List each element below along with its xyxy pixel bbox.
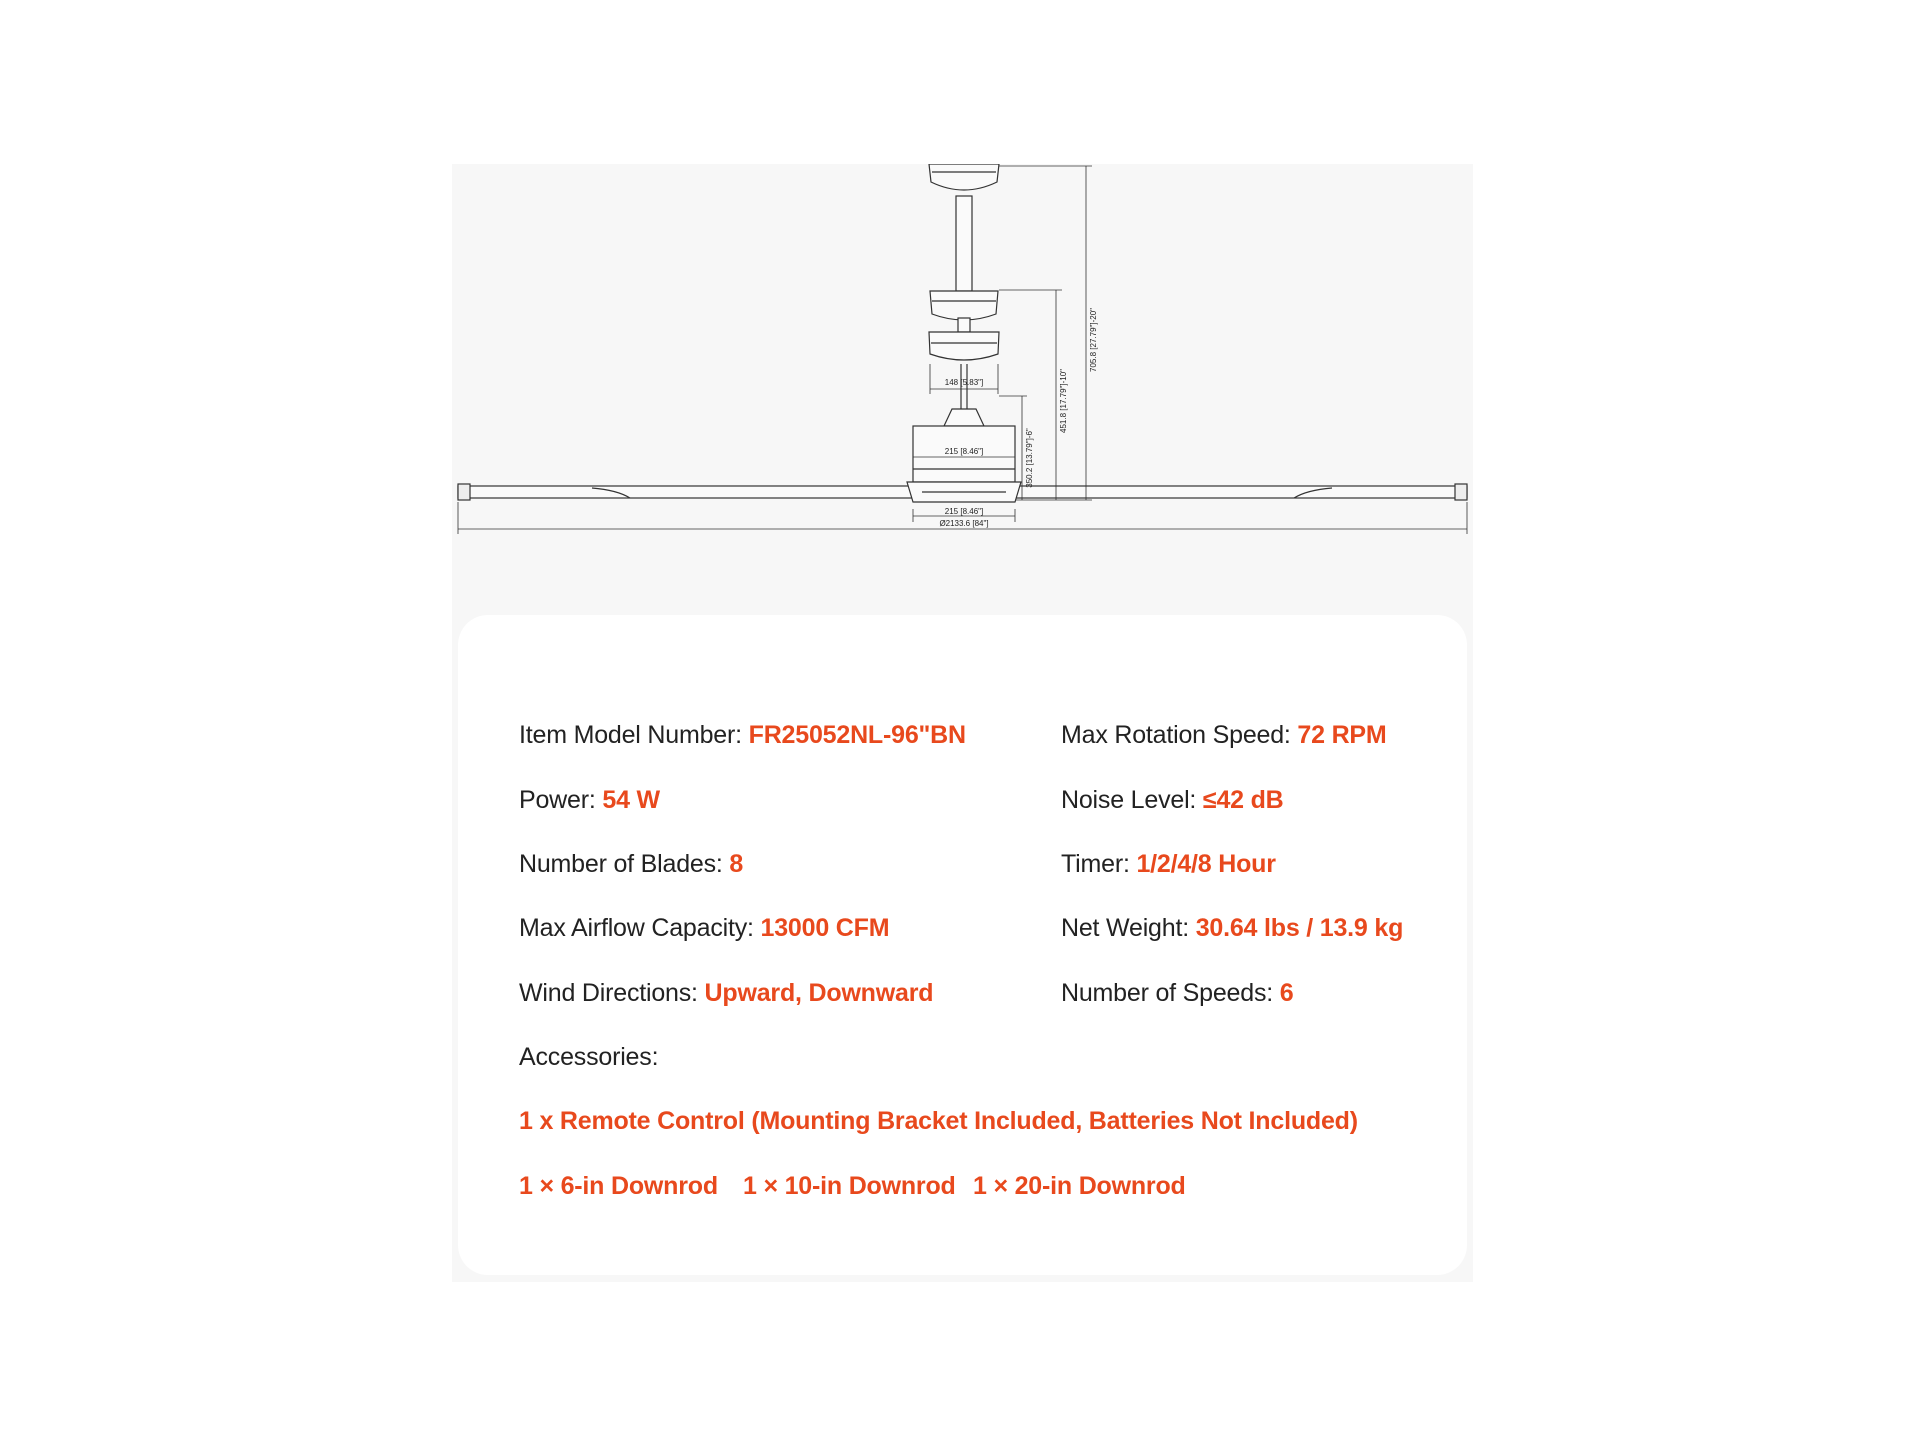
spec-timer-label: Timer: <box>1061 850 1137 878</box>
spec-wind <box>519 978 933 1008</box>
spec-timer <box>1061 849 1276 879</box>
accessory-downrod-10: 1 × 10-in Downrod <box>743 1172 956 1200</box>
dim-housing-width: 215 [8.46"] <box>944 447 984 456</box>
downrod-long <box>956 196 972 291</box>
spec-noise <box>1061 785 1284 815</box>
spec-model-label: Item Model Number: <box>519 721 749 749</box>
spec-airflow <box>519 913 889 943</box>
blade-right <box>1015 486 1467 498</box>
ceiling-canopy <box>929 164 999 190</box>
dim-motor-width: 148 [5.83"] <box>944 378 984 387</box>
spec-weight-value: 30.64 lbs / 13.9 kg <box>1195 914 1404 942</box>
spec-wind-value: Upward, Downward <box>704 979 934 1007</box>
spec-rotation-label: Max Rotation Speed: <box>1061 721 1298 749</box>
spec-power <box>519 785 660 815</box>
spec-power-value: 54 W <box>602 786 660 814</box>
spec-airflow-label: Max Airflow Capacity: <box>519 914 761 942</box>
spec-rotation-value: 72 RPM <box>1297 721 1387 749</box>
spec-speeds-value: 6 <box>1279 979 1294 1007</box>
product-panel <box>452 164 1473 1282</box>
spec-model <box>519 720 966 750</box>
spec-speeds-label: Number of Speeds: <box>1061 979 1280 1007</box>
dim-height-long: 705.8 [27.79"]-20" <box>1089 308 1098 372</box>
mid-canopy <box>930 291 998 320</box>
spec-rotation <box>1061 720 1387 750</box>
spec-blades <box>519 849 743 879</box>
spec-speeds <box>1061 978 1293 1008</box>
spec-model-value: FR25052NL-96"BN <box>748 721 966 749</box>
spec-noise-label: Noise Level: <box>1061 786 1203 814</box>
lower-canopy <box>929 332 999 360</box>
spec-wind-label: Wind Directions: <box>519 979 705 1007</box>
spec-power-label: Power: <box>519 786 603 814</box>
dim-height-short: 350.2 [13.79"]-6" <box>1025 428 1034 488</box>
spec-airflow-value: 13000 CFM <box>760 914 890 942</box>
accessory-downrod-6: 1 × 6-in Downrod <box>519 1172 718 1200</box>
spec-blades-value: 8 <box>729 850 744 878</box>
dim-diameter: Ø2133.6 [84"] <box>939 519 989 528</box>
spec-weight <box>1061 913 1403 943</box>
spec-timer-value: 1/2/4/8 Hour <box>1136 850 1276 878</box>
fan-dimension-drawing <box>452 164 1473 584</box>
spec-weight-label: Net Weight: <box>1061 914 1196 942</box>
accessory-remote: 1 x Remote Control (Mounting Bracket Included, Batteries Not Included) <box>519 1107 1358 1135</box>
spec-card <box>458 615 1467 1275</box>
spec-noise-value: ≤42 dB <box>1202 786 1284 814</box>
accessory-downrod-20: 1 × 20-in Downrod <box>973 1172 1186 1200</box>
dim-height-mid: 451.8 [17.79"]-10" <box>1059 369 1068 433</box>
blade-left <box>458 486 913 498</box>
dim-blade-hub: 215 [8.46"] <box>944 507 984 516</box>
spec-blades-label: Number of Blades: <box>519 850 730 878</box>
accessories-label: Accessories: <box>519 1043 659 1071</box>
